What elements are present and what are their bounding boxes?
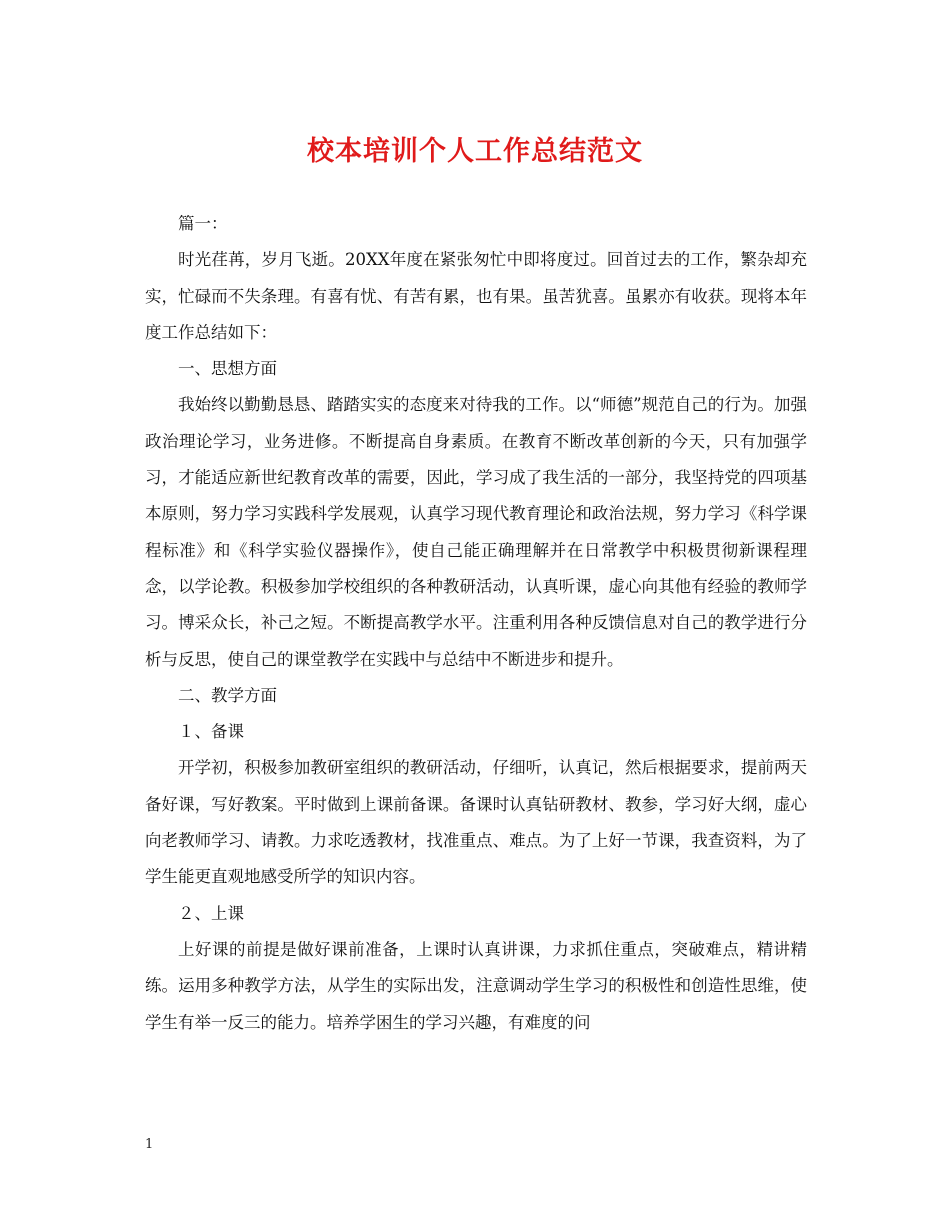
lesson-prep-paragraph: 开学初，积极参加教研室组织的教研活动，仔细听，认真记，然后根据要求，提前两天备好课，写好教案。平时做到上课前备课。备课时认真钻研教材、教参，学习好大纲，虚心向老教师学习、请教。力求吃透教材，找准重点、难点。为了上好一节课，我查资料，为了学生能更直观地感受所学的知识内容。 (145, 758, 807, 887)
subheading-lesson-prep: １、备课 (178, 722, 244, 742)
heading-teaching: 二、教学方面 (178, 685, 277, 705)
document-title: 校本培训个人工作总结范文 (307, 136, 643, 167)
heading-ideology: 一、思想方面 (178, 359, 277, 379)
page-number: 1 (145, 1137, 154, 1152)
class-paragraph: 上好课的前提是做好课前准备，上课时认真讲课，力求抓住重点，突破难点，精讲精练。运用多种教学方法，从学生的实际出发，注意调动学生学习的积极性和创造性思维，使学生有举一反三的能力。培养学困生的学习兴趣，有难度的问 (145, 939, 807, 1032)
subheading-class: ２、上课 (178, 903, 244, 923)
document-body (145, 206, 807, 1041)
section-label-part-one: 篇一： (178, 214, 228, 233)
ideology-paragraph: 我始终以勤勤恳恳、踏踏实实的态度来对待我的工作。以“师德”规范自己的行为。加强政治理论学习，业务进修。不断提高自身素质。在教育不断改革创新的今天，只有加强学习，才能适应新世纪教育改革的需要，因此，学习成了我生活的一部分，我坚持党的四项基本原则，努力学习实践科学发展观，认真学习现代教育理论和政治法规，努力学习《科学课程标准》和《科学实验仪器操作》，使自己能正确理解并在日常教学中积极贯彻新课程理念，以学论教。积极参加学校组织的各种教研活动，认真听课，虚心向其他有经验的教师学习。博采众长，补己之短。不断提高教学水平。注重利用各种反馈信息对自己的教学进行分析与反思，使自己的课堂教学在实践中与总结中不断进步和提升。 (145, 395, 807, 669)
intro-paragraph: 时光荏苒，岁月飞逝。20XX年度在紧张匆忙中即将度过。回首过去的工作，繁杂却充实，忙碌而不失条理。有喜有忧、有苦有累，也有果。虽苦犹喜。虽累亦有收获。现将本年度工作总结如下： (145, 250, 807, 342)
